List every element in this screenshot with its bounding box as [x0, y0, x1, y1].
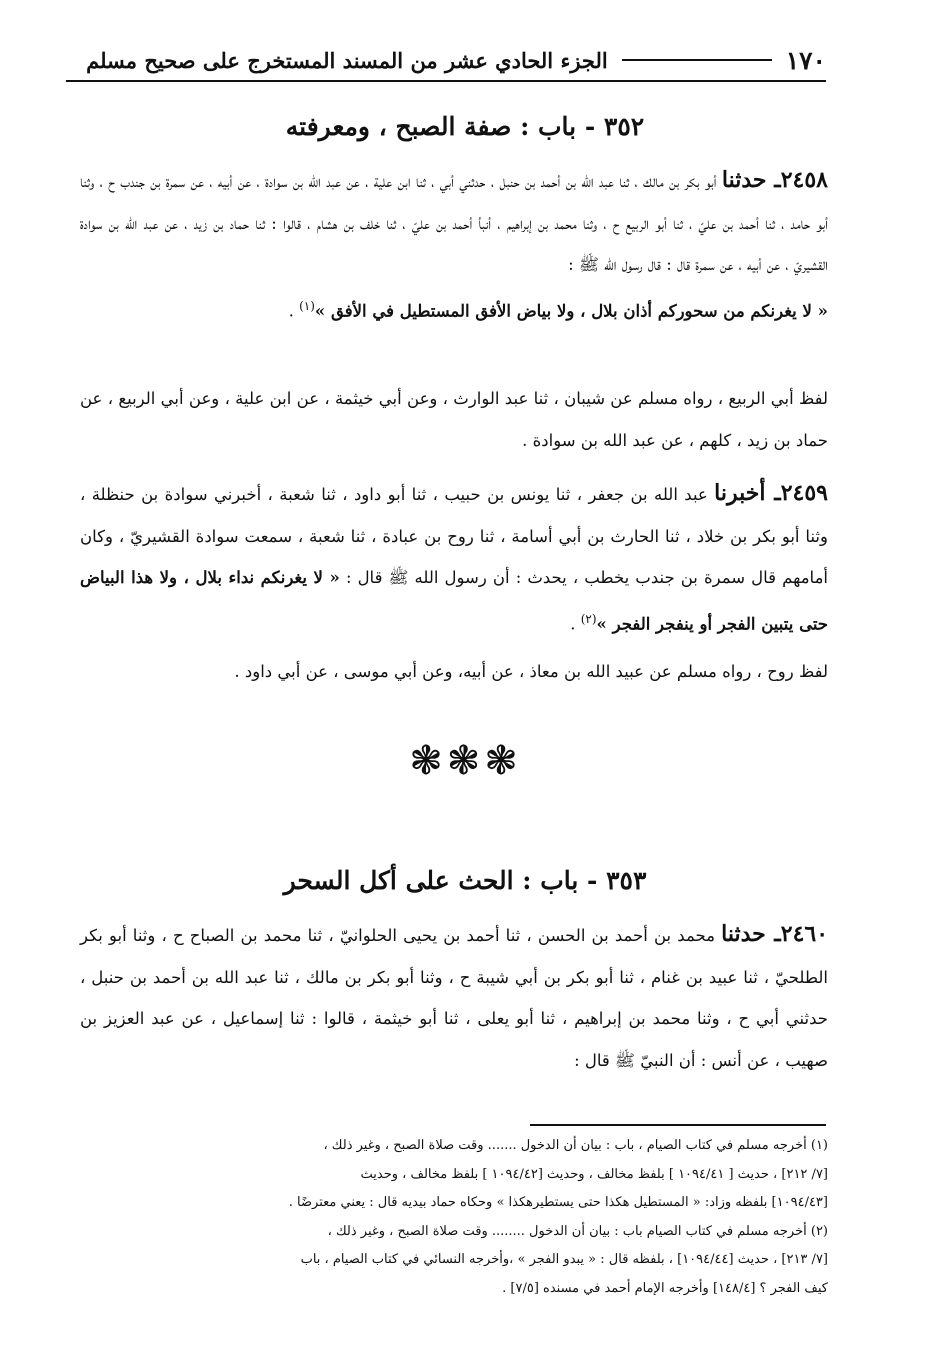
hadith-number: ٢٤٥٩ـ أخبرنا [714, 480, 828, 506]
footnote-divider [530, 1124, 826, 1126]
footnotes [80, 1132, 828, 1303]
hadith-number: ٢٤٥٨ـ حدثنا [721, 167, 828, 193]
chapter-heading-352: ٣٥٢ - باب : صفة الصبح ، ومعرفته [285, 112, 645, 141]
running-header [66, 40, 826, 82]
hadith-2458 [80, 160, 828, 332]
isnad-text: عبد الله بن جعفر ، ثنا يونس بن حبيب ، ثنا أبو داود ، ثنا شعبة ، أخبرني سوادة بن حنظلة ، وثنا أبو بكر بن خلاد ، ثنا الحارث بن أبي أسامة ، ثنا روح بن عبادة ، ثنا شعبة ، سمعت سوادة القشيريّ ، وكان أمامهم قال سمرة بن جندب يخطب ، يحدث : أن رسول الله ﷺ قال : [80, 485, 828, 587]
period: . [288, 301, 294, 320]
matn-text: « لا يغرنكم نداء بلال ، ولا هذا البياض حتى يتبين الفجر أو ينفجر الفجر » [80, 568, 828, 633]
footnote-1-line: (١) أخرجه مسلم في كتاب الصيام ، باب : بيان أن الدخول ....... وقت صلاة الصبح ، وغير ذلك ، [323, 1138, 828, 1153]
isnad-text: أبو بكر بن مالك ، ثنا عبد الله بن أحمد بن حنبل ، حدثني أبي ، ثنا ابن علية ، عن عبد الله بن سوادة ، عن أبيه ، عن سمرة بن جندب ح ، وثنا أبو حامد ، ثنا أحمد بن عليّ ، ثنا أبو الربيع ح ، وثنا محمد بن إبراهيم ، أنبأ أحمد بن عليّ ، ثنا خلف بن هشام ، قالوا : ثنا حماد بن زيد ، عن عبد الله بن سوادة القشيريّ ، عن أبيه ، عن سمرة قال : قال رسول الله ﷺ : [80, 172, 828, 274]
footnote-1-line: [١٠٩٤/٤٣] بلفظه وزاد: « المستطيل هكذا حتى يستطيرهكذا » وحكاه حماد بيديه قال : يعني معترضًا . [288, 1195, 828, 1210]
matn-text: « لا يغرنكم من سحوركم أذان بلال ، ولا بياض الأفق المستطيل في الأفق » [314, 301, 828, 320]
footnote-2-line: [٧/ ٢١٣] ، حديث [١٠٩٤/٤٤] ، بلفظه قال : « يبدو الفجر » ،وأخرجه النسائي في كتاب الصيام ، باب [300, 1252, 828, 1267]
header-dash-rule [622, 59, 772, 61]
hadith-2460 [80, 914, 828, 1081]
hadith-2459 [80, 473, 828, 645]
isnad-text: محمد بن أحمد بن الحسن ، ثنا أحمد بن يحيى الحلوانيّ ، ثنا محمد بن الصباح ح ، وثنا أبو بكر الطلحيّ ، ثنا عبيد بن غنام ، ثنا أبو بكر بن أبي شيبة ح ، وثنا أبو بكر بن مالك ، ثنا عبد الله بن أحمد بن حنبل ، حدثني أبي ح ، وثنا محمد بن إبراهيم ، ثنا أبو يعلى ، ثنا أبو خيثمة ، قالوا : ثنا إسماعيل ، عن عبد العزيز بن صهيب ، عن أنس : أن النبيّ ﷺ قال : [80, 926, 828, 1070]
section-separator-stars: ❃❃❃ [409, 738, 522, 784]
riwaya-note-2458: لفظ أبي الربيع ، رواه مسلم عن شيبان ، ثنا عبد الوارث ، وعن أبي خيثمة ، عن ابن علية ، وعن أبي الربيع ، عن حماد بن زيد ، كلهم ، عن عبد الله بن سوادة . [80, 389, 828, 450]
period: . [570, 614, 576, 633]
hadith-number: ٢٤٦٠ـ حدثنا [721, 921, 829, 947]
footnote-ref: (١) [299, 298, 315, 313]
chapter-heading-353: ٣٥٣ - باب : الحث على أكل السحر [283, 866, 647, 895]
footnote-2-line: (٢) أخرجه مسلم في كتاب الصيام باب : بيان أن الدخول ........ وقت صلاة الصبح ، وغير ذلك ، [327, 1223, 828, 1239]
running-title: الجزء الحادي عشر من المسند المستخرج على صحيح مسلم [86, 47, 608, 73]
footnote-2-line: كيف الفجر ؟ [١٤٨/٤] وأخرجه الإمام أحمد في مسنده [٧/٥] . [502, 1280, 828, 1296]
riwaya-note-2459: لفظ روح ، رواه مسلم عن عبيد الله بن معاذ ، عن أبيه، وعن أبي موسى ، عن أبي داود . [234, 662, 828, 681]
footnote-ref: (٢) [580, 611, 597, 626]
footnote-1-line: [٧/ ٢١٢] ، حديث [ ١٠٩٤/٤١ ] بلفظ مخالف ، وحديث [١٠٩٤/٤٢ ] بلفظ مخالف ، وحديث [360, 1166, 828, 1182]
page-number: ١٧٠ [785, 45, 826, 75]
